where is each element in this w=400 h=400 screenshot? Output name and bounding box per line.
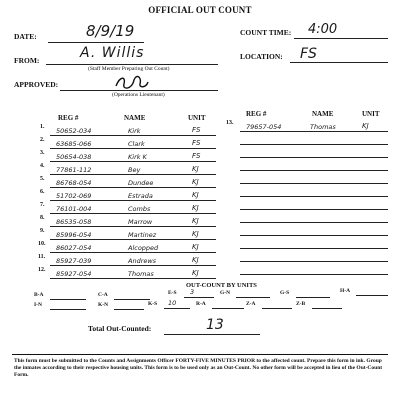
row-name[interactable]: Kirk — [128, 127, 141, 135]
row-unit[interactable]: KJ — [192, 178, 199, 186]
row-name[interactable]: Kirk K — [128, 153, 147, 161]
footer-instructions: This form must be submitted to the Counts and Assignments Officer FORTY-FIVE MINUTES PRIOR to the affected count. Prepare this form in ink. Group the inmates according to their respective housing units. This form is to be used only as an Out-Count. No other form will be accepted in lieu of the Out-Count Form. — [14, 358, 383, 378]
row-reg[interactable]: 76101-004 — [56, 205, 92, 213]
row-line — [240, 209, 388, 210]
row-line — [50, 174, 216, 175]
row-line — [240, 261, 388, 262]
row-unit[interactable]: FS — [192, 152, 201, 160]
approved-caption: (Operations Lieutenant) — [112, 92, 165, 98]
unit-value-k-s[interactable]: 10 — [168, 299, 177, 307]
unit-code-g-n: G-N — [220, 290, 231, 296]
col-header-name-left: NAME — [124, 114, 146, 122]
row-reg[interactable]: 50654-038 — [56, 153, 92, 161]
row-line — [240, 170, 388, 171]
count-time-label: COUNT TIME: — [240, 28, 292, 37]
unit-code-z-b: Z-B — [296, 301, 306, 307]
unit-line — [262, 308, 292, 309]
unit-line — [212, 308, 244, 309]
row-name[interactable]: Andrews — [128, 257, 157, 265]
units-title: OUT-COUNT BY UNITS — [186, 282, 257, 289]
row-number: 9. — [40, 228, 45, 234]
unit-code-k-s: K-S — [148, 301, 158, 307]
row-name[interactable]: Dundee — [128, 179, 154, 187]
row-reg[interactable]: 50652-034 — [56, 127, 92, 135]
row-line — [50, 200, 216, 201]
row-number: 5. — [40, 176, 45, 182]
col-header-name-right: NAME — [312, 110, 334, 118]
col-header-reg-left: REG # — [58, 114, 79, 122]
unit-line — [164, 308, 190, 309]
row-line — [240, 248, 388, 249]
unit-code-i-n: I-N — [34, 302, 42, 308]
count-time-value[interactable]: 4:00 — [308, 22, 338, 37]
row-line — [240, 235, 388, 236]
row-reg[interactable]: 85927-039 — [56, 257, 92, 265]
approved-label: APPROVED: — [14, 80, 59, 89]
count-time-underline — [294, 38, 388, 39]
row-unit[interactable]: KJ — [192, 243, 199, 251]
row-line — [240, 144, 388, 145]
row-name[interactable]: Thomas — [128, 270, 154, 278]
row-name[interactable]: Estrada — [128, 192, 153, 200]
row-line — [50, 135, 216, 136]
row-line — [50, 278, 216, 279]
unit-line — [114, 309, 144, 310]
row-name[interactable]: Combs — [128, 205, 151, 213]
col-header-reg-right: REG # — [246, 110, 267, 118]
row-line — [50, 187, 216, 188]
row-name[interactable]: Martinez — [128, 231, 157, 239]
from-caption: (Staff Member Preparing Out Count) — [88, 66, 170, 72]
row-line — [240, 157, 388, 158]
row-reg[interactable]: 79657-054 — [246, 123, 282, 131]
unit-code-b-a: B-A — [34, 292, 44, 298]
row-unit[interactable]: KJ — [192, 269, 199, 277]
row-line — [50, 239, 216, 240]
approved-signature-icon — [112, 74, 152, 92]
unit-code-k-n: K-N — [98, 302, 109, 308]
row-number: 7. — [40, 202, 45, 208]
from-underline — [46, 64, 218, 65]
row-name[interactable]: Marrow — [128, 218, 153, 226]
unit-line — [312, 308, 342, 309]
row-line — [240, 131, 388, 132]
unit-code-e-s: E-S — [168, 290, 177, 296]
row-unit[interactable]: KJ — [192, 217, 199, 225]
row-unit[interactable]: KJ — [192, 165, 199, 173]
unit-code-z-a: Z-A — [246, 301, 256, 307]
unit-value-e-s[interactable]: 3 — [190, 288, 195, 296]
unit-line — [114, 299, 150, 300]
row-reg[interactable]: 85996-054 — [56, 231, 92, 239]
from-value[interactable]: A. Willis — [80, 45, 145, 61]
date-underline — [48, 42, 144, 43]
unit-code-c-a: C-A — [98, 292, 108, 298]
row-reg[interactable]: 63685-066 — [56, 140, 92, 148]
row-line — [50, 161, 216, 162]
row-unit[interactable]: KJ — [192, 191, 199, 199]
form-title: OFFICIAL OUT COUNT — [148, 5, 252, 15]
location-underline — [290, 62, 388, 63]
row-reg[interactable]: 85927-054 — [56, 270, 92, 278]
col-header-unit-right: UNIT — [362, 110, 380, 118]
row-line — [50, 148, 216, 149]
unit-line — [50, 299, 86, 300]
row-reg[interactable]: 51702-069 — [56, 192, 92, 200]
unit-line — [296, 297, 330, 298]
row-name[interactable]: Alcopped — [128, 244, 159, 252]
date-value[interactable]: 8/9/19 — [86, 22, 135, 40]
unit-code-r-a: R-A — [196, 301, 206, 307]
row-number: 2. — [40, 137, 45, 143]
unit-line — [184, 297, 214, 298]
date-label: DATE: — [14, 32, 37, 41]
row-unit[interactable]: FS — [192, 126, 201, 134]
unit-line — [236, 297, 270, 298]
row-line — [50, 252, 216, 253]
row-line — [240, 274, 388, 275]
row-unit[interactable]: KJ — [192, 204, 199, 212]
row-name[interactable]: Bey — [128, 166, 141, 174]
row-name[interactable]: Thomas — [310, 123, 336, 131]
row-number: 1. — [40, 124, 45, 130]
location-value[interactable]: FS — [300, 46, 317, 62]
row-line — [50, 213, 216, 214]
location-label: LOCATION: — [240, 52, 283, 61]
row-reg[interactable]: 86768-054 — [56, 179, 92, 187]
row-line — [240, 183, 388, 184]
row-number: 12. — [38, 267, 46, 273]
footer-divider — [12, 354, 388, 355]
row-number: 11. — [38, 254, 46, 260]
col-header-unit-left: UNIT — [188, 114, 206, 122]
row-number: 13. — [226, 120, 234, 126]
row-line — [50, 226, 216, 227]
unit-code-h-a: H-A — [340, 288, 351, 294]
from-label: FROM: — [14, 56, 40, 65]
unit-line — [50, 309, 86, 310]
row-number: 8. — [40, 215, 45, 221]
row-number: 3. — [40, 150, 45, 156]
row-unit[interactable]: KJ — [192, 256, 199, 264]
row-line — [50, 265, 216, 266]
row-reg[interactable]: 86027-054 — [56, 244, 92, 252]
row-reg[interactable]: 86535-058 — [56, 218, 92, 226]
row-number: 6. — [40, 189, 45, 195]
row-unit[interactable]: KJ — [192, 230, 199, 238]
total-underline — [164, 334, 260, 335]
unit-line — [356, 295, 388, 296]
unit-code-g-s: G-S — [280, 290, 290, 296]
total-label: Total Out-Counted: — [88, 324, 152, 333]
row-number: 10. — [38, 241, 46, 247]
row-number: 4. — [40, 163, 45, 169]
row-line — [240, 196, 388, 197]
total-value[interactable]: 13 — [206, 317, 224, 333]
row-unit[interactable]: KJ — [362, 122, 369, 130]
row-name[interactable]: Clark — [128, 140, 145, 148]
row-unit[interactable]: FS — [192, 139, 201, 147]
row-line — [240, 222, 388, 223]
row-reg[interactable]: 77861-112 — [56, 166, 92, 174]
